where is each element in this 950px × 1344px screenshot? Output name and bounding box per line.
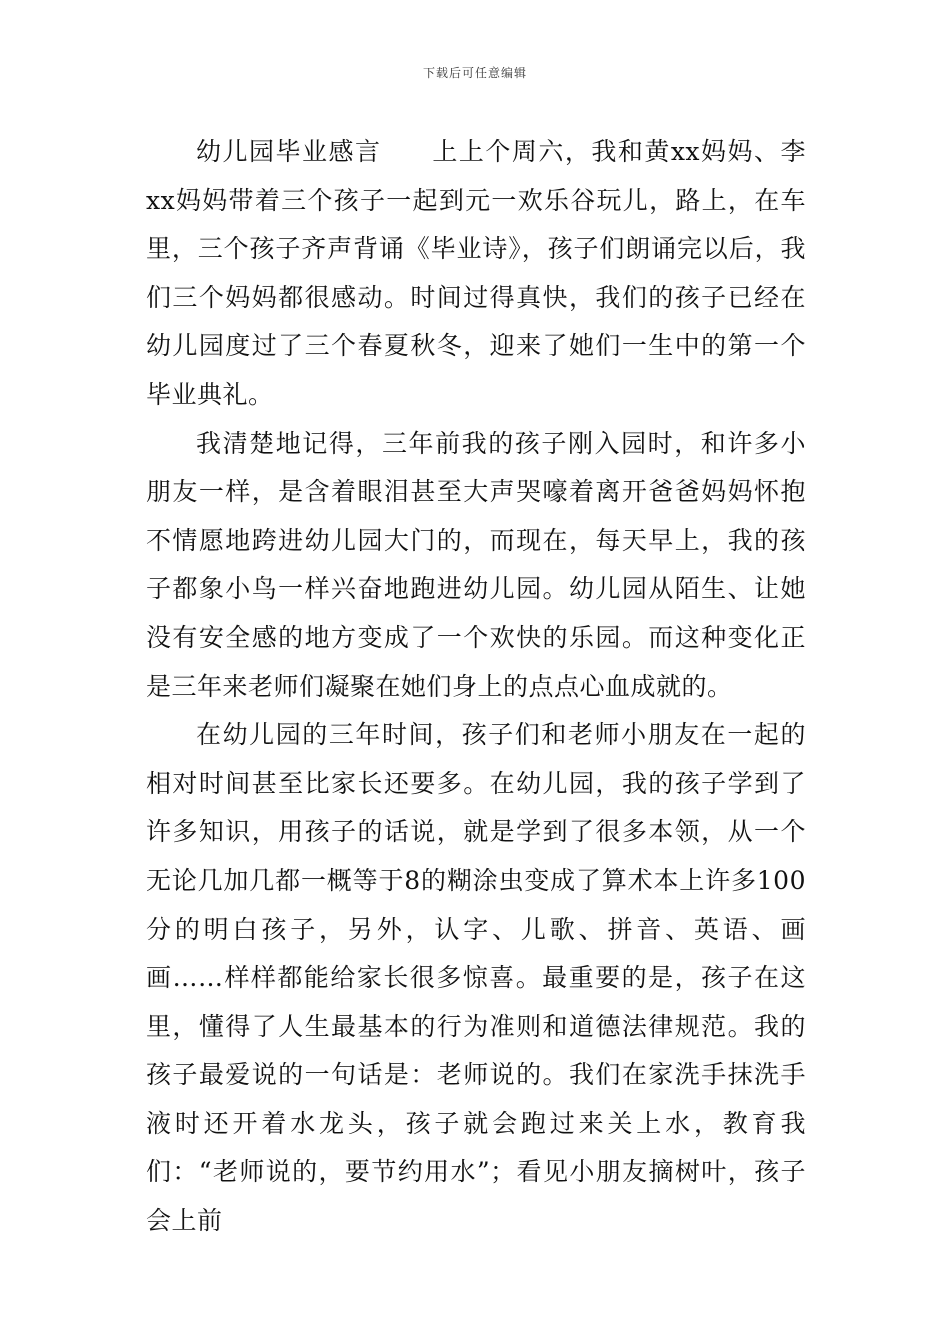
document-body xyxy=(146,128,806,1246)
paragraph-3: 在幼儿园的三年时间，孩子们和老师小朋友在一起的相对时间甚至比家长还要多。在幼儿园，我的孩子学到了许多知识，用孩子的话说，就是学到了很多本领，从一个无论几加几都一概等于8的糊涂虫变成了算术本上许多100分的明白孩子，另外，认字、儿歌、拼音、英语、画画……样样都能给家长很多惊喜。最重要的是，孩子在这里，懂得了人生最基本的行为准则和道德法律规范。我的孩子最爱说的一句话是：老师说的。我们在家洗手抹洗手液时还开着水龙头，孩子就会跑过来关上水，教育我们：“老师说的，要节约用水”；看见小朋友摘树叶，孩子会上前 xyxy=(146,720,806,1236)
paragraph-2: 我清楚地记得，三年前我的孩子刚入园时，和许多小朋友一样，是含着眼泪甚至大声哭嚎着离开爸爸妈妈怀抱不情愿地跨进幼儿园大门的，而现在，每天早上，我的孩子都象小鸟一样兴奋地跑进幼儿园。幼儿园从陌生、让她没有安全感的地方变成了一个欢快的乐园。而这种变化正是三年来老师们凝聚在她们身上的点点心血成就的。 xyxy=(146,428,806,701)
document-title: 幼儿园毕业感言 xyxy=(196,137,382,166)
paragraph-1-text: 上上个周六，我和黄xx妈妈、李xx妈妈带着三个孩子一起到元一欢乐谷玩儿，路上，在车里，三个孩子齐声背诵《毕业诗》，孩子们朗诵完以后，我们三个妈妈都很感动。时间过得真快，我们的孩子已经在幼儿园度过了三个春夏秋冬，迎来了她们一生中的第一个毕业典礼。 xyxy=(146,137,806,409)
paragraph-1 xyxy=(146,128,806,420)
header-note: 下载后可任意编辑 xyxy=(422,66,527,80)
